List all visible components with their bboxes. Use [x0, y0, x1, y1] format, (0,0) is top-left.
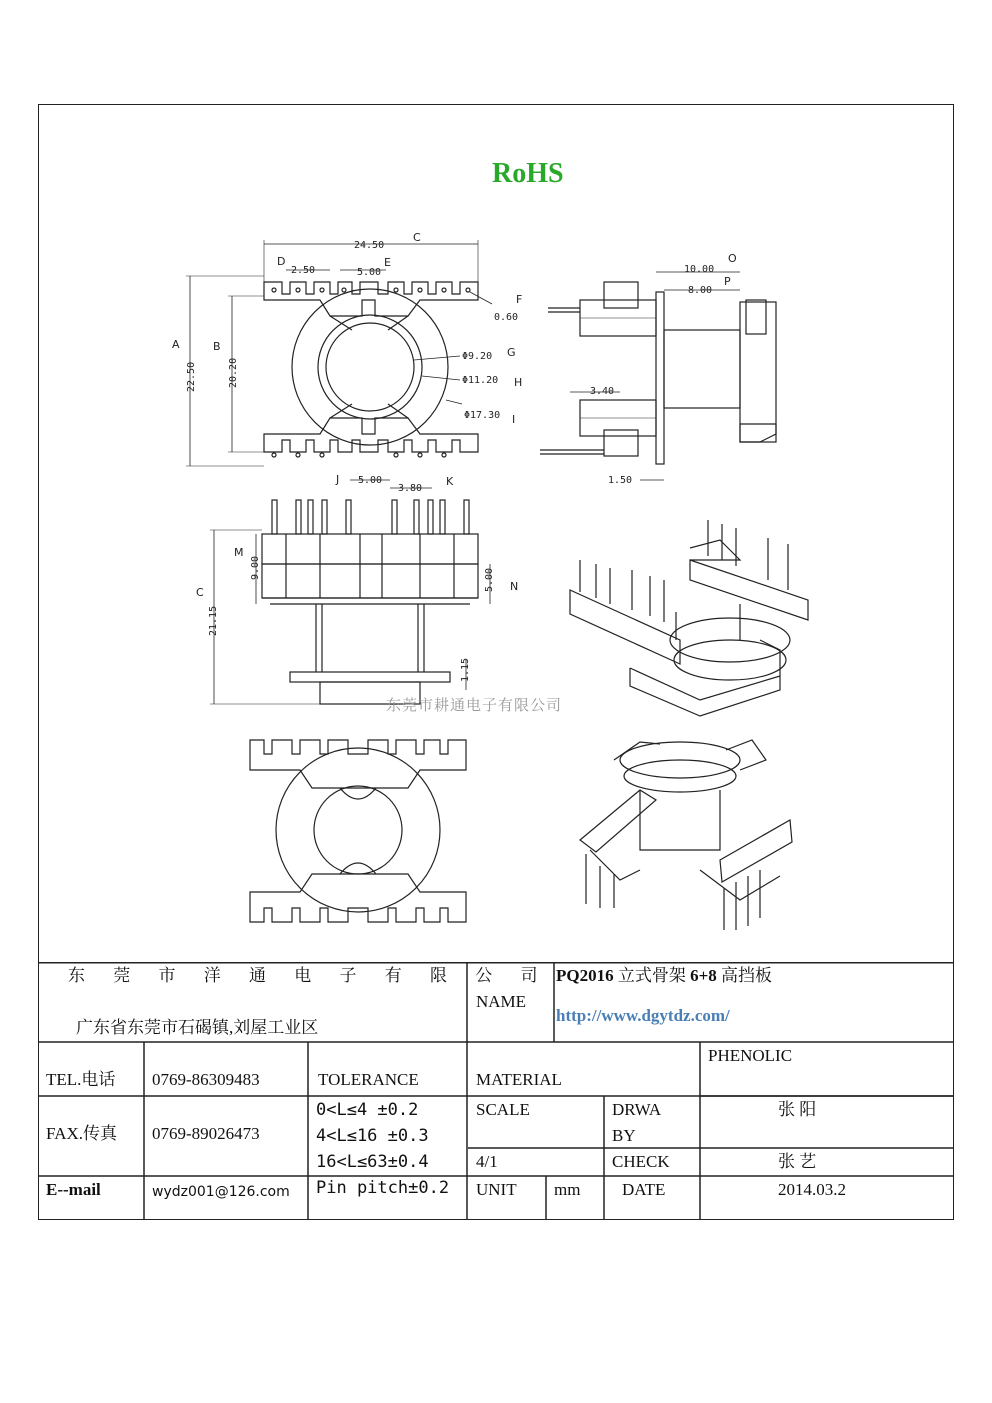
drawn-by-label-1: DRWA — [612, 1100, 662, 1119]
label-circle-f: F — [516, 293, 523, 306]
product-code: PQ2016 — [556, 966, 614, 985]
label-circle-a: A — [172, 338, 180, 351]
isometric-view-top — [570, 520, 808, 716]
dim-overall-width: 24.50 — [354, 240, 385, 251]
tolerance-row-2: 4<L≤16 ±0.3 — [316, 1126, 429, 1146]
dim-pin-diameter: 0.60 — [494, 312, 519, 323]
product-suffix: 高挡板 — [721, 966, 773, 985]
label-circle-n: N — [510, 580, 519, 593]
scale-label: SCALE — [476, 1100, 530, 1119]
date-value: 2014.03.2 — [778, 1180, 846, 1199]
label-circle-h: H — [514, 376, 523, 389]
scale-value: 4/1 — [476, 1152, 498, 1171]
label-circle-m: M — [234, 546, 244, 559]
label-circle-p: P — [724, 275, 731, 288]
label-circle-i: I — [512, 413, 516, 426]
dim-front-height: 9.00 — [250, 555, 261, 580]
product-title — [556, 964, 772, 988]
bottom-plan-view — [250, 740, 466, 922]
material-value: PHENOLIC — [708, 1046, 793, 1065]
front-view-dims — [196, 546, 518, 682]
label-circle-c: C — [413, 231, 421, 244]
label-circle-c-front: C — [196, 586, 204, 599]
fax-label: FAX.传真 — [46, 1124, 117, 1143]
isometric-view-bottom — [580, 740, 792, 930]
watermark: 东莞市耕通电子有限公司 — [386, 696, 563, 714]
website-link[interactable]: http://www.dgytdz.com/ — [556, 1006, 730, 1025]
dim-front-flange: 5.00 — [484, 567, 495, 592]
dim-side-flange: 3.40 — [590, 386, 615, 397]
company-name: 东 莞 市 洋 通 电 子 有 限 公 司 — [68, 966, 550, 985]
tolerance-row-4: Pin pitch±0.2 — [316, 1178, 450, 1198]
label-circle-g: G — [507, 346, 516, 359]
check-label: CHECK — [612, 1152, 670, 1171]
fax-value: 0769-89026473 — [152, 1124, 260, 1143]
dim-pin-pitch-left: 2.50 — [291, 265, 316, 276]
dim-overall-depth: 22.50 — [186, 361, 197, 392]
dim-center-gap: 5.00 — [357, 267, 382, 278]
company-address: 广东省东莞市石碣镇,刘屋工业区 — [76, 1018, 319, 1037]
label-circle-o: O — [728, 252, 737, 265]
drawn-by-label-2: BY — [612, 1126, 636, 1145]
dim-inner-depth: 20.20 — [228, 357, 239, 388]
drawn-by-value: 张 阳 — [778, 1100, 817, 1119]
product-pins: 6+8 — [690, 966, 717, 985]
dim-diameter-h: Φ11.20 — [462, 375, 499, 386]
dim-front-total: 21.15 — [208, 605, 219, 636]
dim-side-inner: 8.00 — [688, 285, 713, 296]
front-view — [210, 500, 490, 704]
tolerance-row-1: 0<L≤4 ±0.2 — [316, 1100, 419, 1120]
dim-bottom-gap: 5.00 — [358, 475, 383, 486]
dim-diameter-i: Φ17.30 — [464, 410, 501, 421]
label-circle-k: K — [446, 475, 454, 488]
product-desc: 立式骨架 — [617, 966, 686, 985]
dim-bottom-pitch: 3.80 — [398, 483, 423, 494]
unit-label: UNIT — [476, 1180, 517, 1199]
dim-side-width: 10.00 — [684, 264, 715, 275]
label-circle-d: D — [277, 255, 286, 268]
tolerance-row-3: 16<L≤63±0.4 — [316, 1152, 429, 1172]
top-view-dims — [172, 231, 522, 494]
label-circle-j: J — [336, 473, 340, 486]
rohs-mark: RoHS — [492, 158, 564, 189]
email-value: wydz001@126.com — [152, 1184, 290, 1200]
material-label: MATERIAL — [476, 1070, 562, 1089]
dim-front-base: 1.15 — [460, 657, 471, 682]
name-label: NAME — [476, 992, 527, 1011]
label-circle-e: E — [384, 256, 391, 269]
dim-side-wall: 1.50 — [608, 475, 633, 486]
email-label: E--mail — [46, 1180, 101, 1199]
date-label: DATE — [622, 1180, 666, 1199]
dim-diameter-g: Φ9.20 — [462, 351, 493, 362]
title-block — [38, 962, 954, 1220]
side-view — [540, 272, 776, 480]
unit-value: mm — [554, 1180, 581, 1199]
tel-label: TEL.电话 — [46, 1070, 116, 1089]
tolerance-label: TOLERANCE — [318, 1070, 419, 1089]
label-circle-b: B — [213, 340, 221, 353]
tel-value: 0769-86309483 — [152, 1070, 260, 1089]
check-value: 张 艺 — [778, 1152, 817, 1171]
